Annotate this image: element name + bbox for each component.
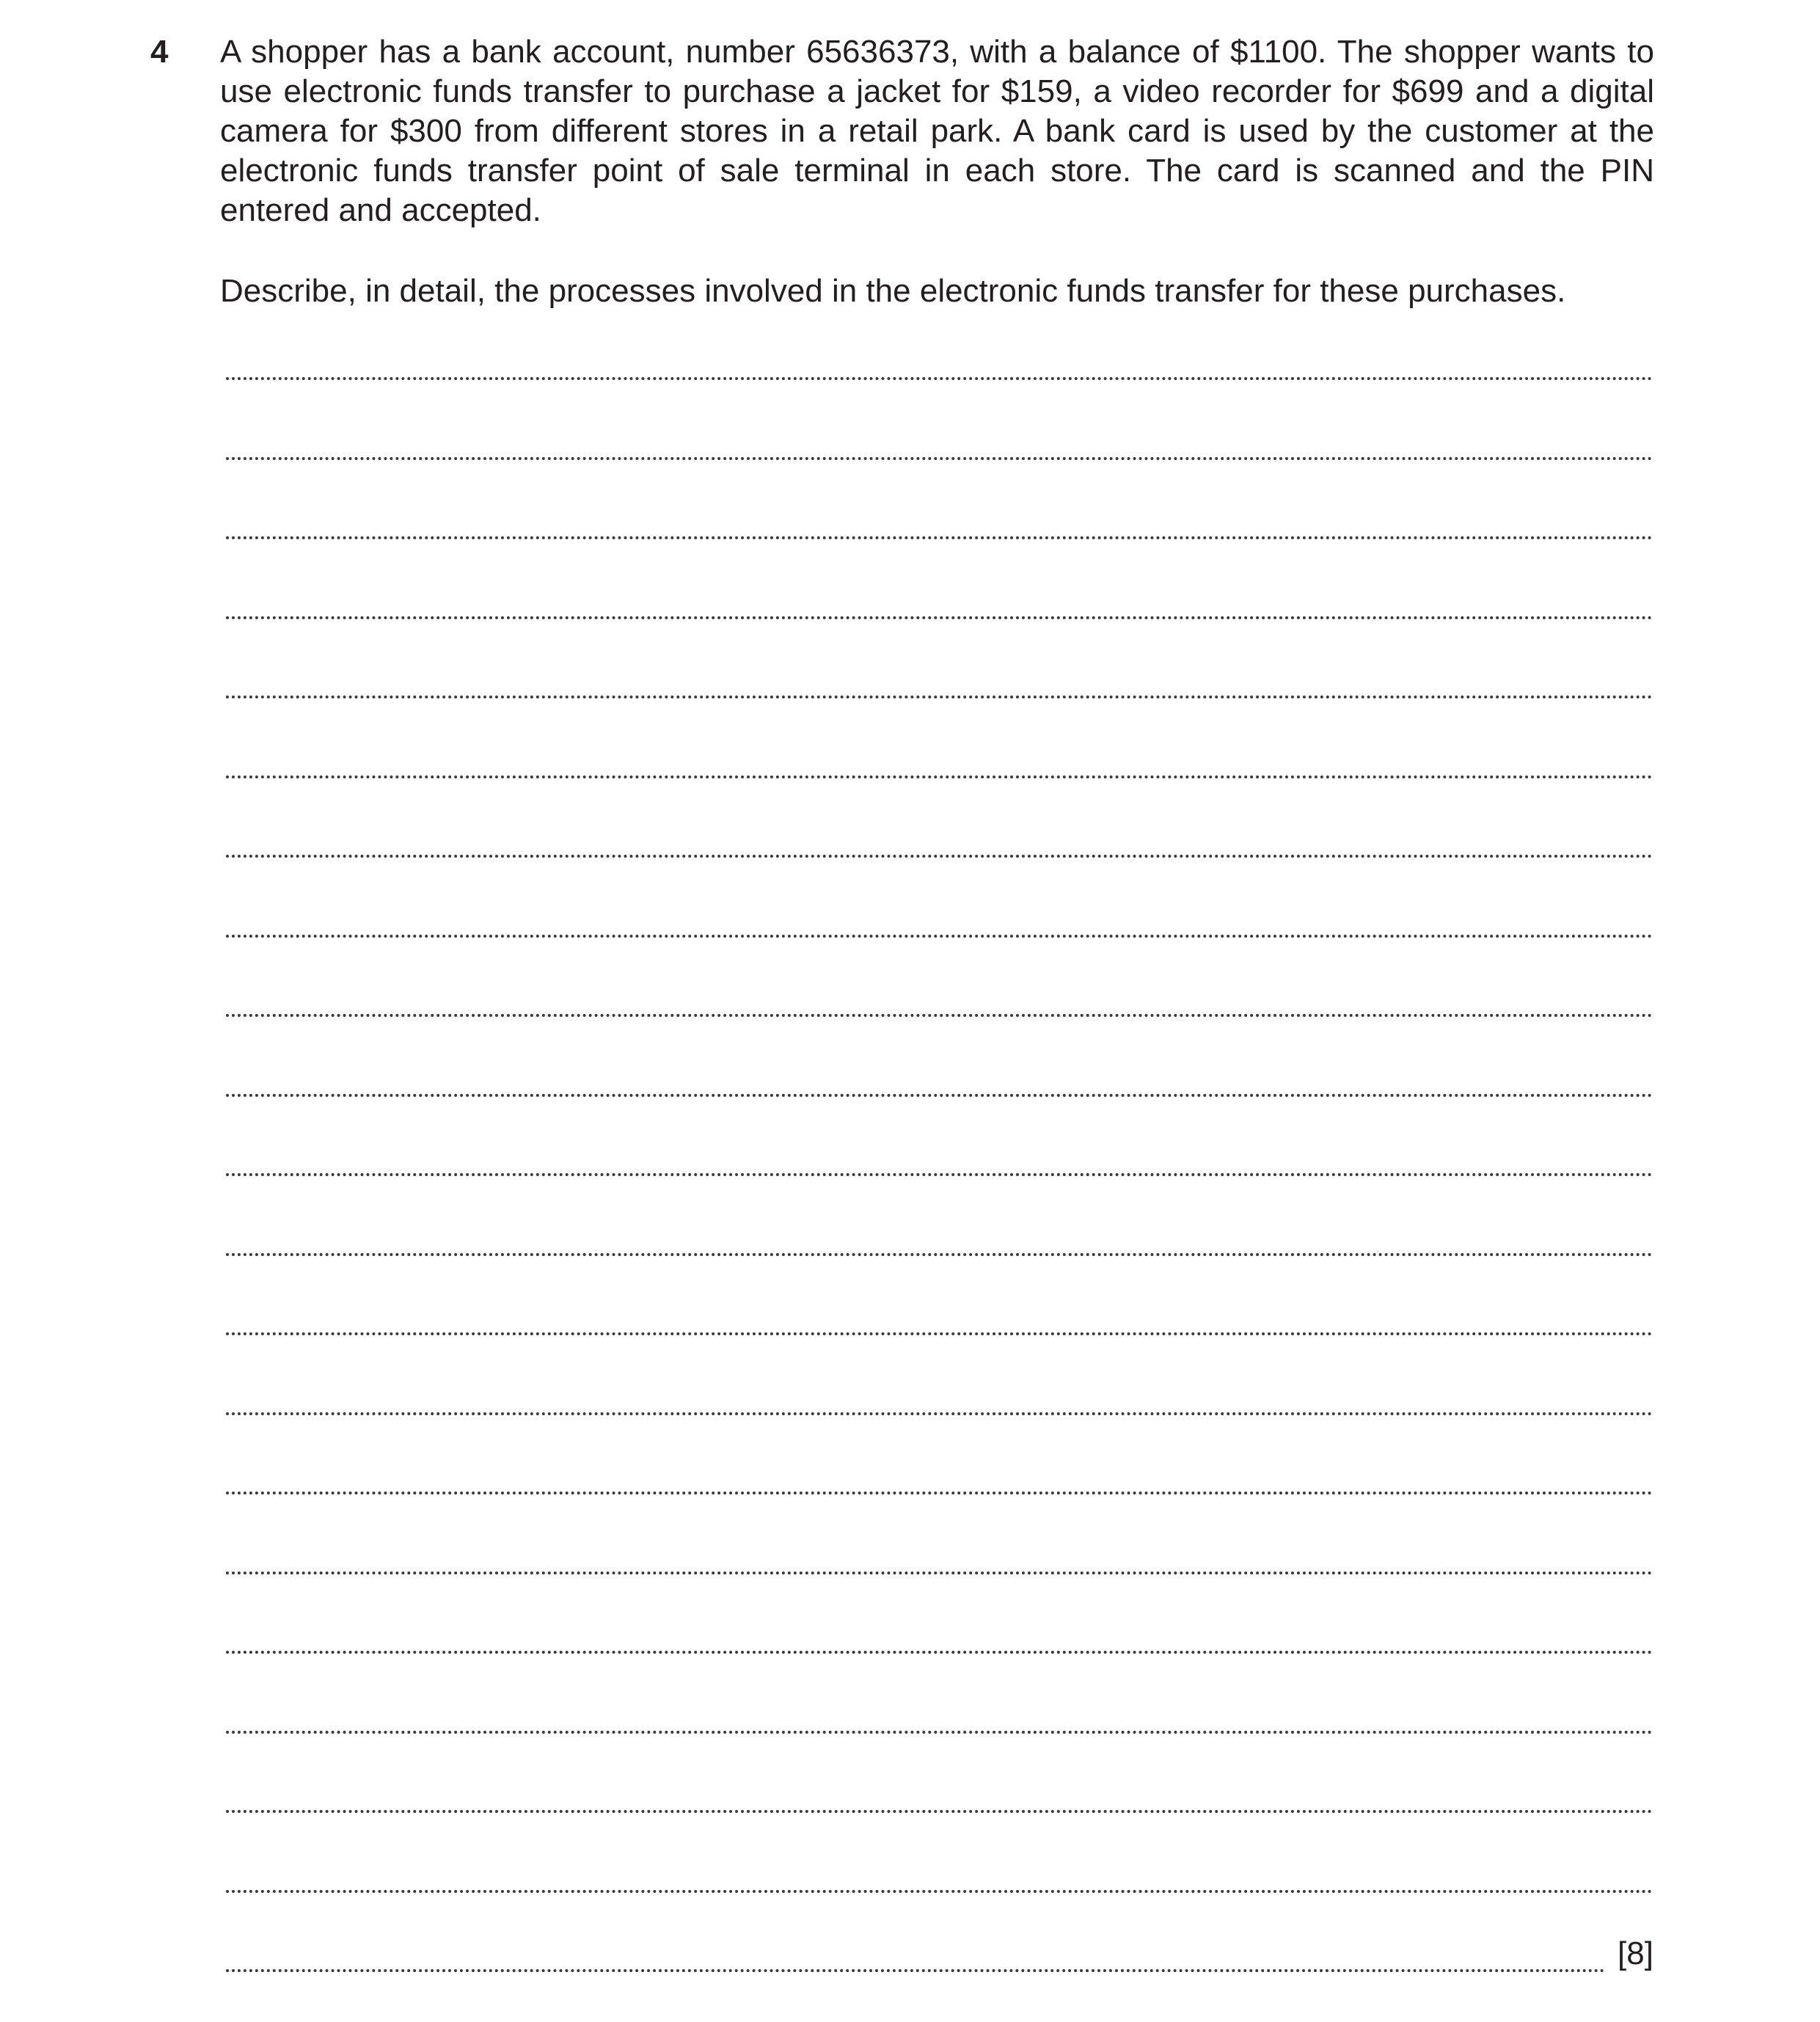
answer-line[interactable] — [226, 1572, 1653, 1574]
answer-line[interactable] — [226, 1014, 1653, 1017]
answer-line[interactable] — [226, 377, 1653, 380]
answer-line[interactable] — [226, 855, 1653, 858]
answer-line[interactable] — [226, 457, 1653, 460]
answer-line[interactable] — [226, 1969, 1605, 1972]
answer-line[interactable] — [226, 1094, 1653, 1097]
answer-line[interactable] — [226, 1810, 1653, 1813]
answer-line[interactable] — [226, 1731, 1653, 1734]
answer-line[interactable] — [226, 696, 1653, 698]
answer-line[interactable] — [226, 935, 1653, 938]
question-instruction: Describe, in detail, the processes involved in the electronic funds transfer for these purchases. — [220, 273, 1566, 309]
question-number: 4 — [150, 34, 169, 70]
answer-line[interactable] — [226, 1332, 1653, 1335]
answer-line[interactable] — [226, 1890, 1653, 1893]
mark-allocation: [8] — [1618, 1935, 1653, 1971]
answer-line[interactable] — [226, 616, 1653, 619]
answer-line[interactable] — [226, 1492, 1653, 1494]
answer-area[interactable] — [226, 0, 1653, 2022]
answer-line[interactable] — [226, 1253, 1653, 1256]
answer-line[interactable] — [226, 1651, 1653, 1654]
question-stem: A shopper has a bank account, number 65636373, with a balance of $1100. The shopper wants to use electronic funds transfer to purchase a jacket for $159, a video recorder for $699 and a digital camera for $300 from different stores in a retail park. A bank card is used by the customer at the electronic funds transfer point of sale terminal in each store. The card is scanned and the PIN entered and accepted. — [220, 34, 1654, 228]
answer-line[interactable] — [226, 1412, 1653, 1415]
answer-line[interactable] — [226, 1173, 1653, 1176]
answer-line[interactable] — [226, 536, 1653, 539]
answer-line[interactable] — [226, 775, 1653, 778]
